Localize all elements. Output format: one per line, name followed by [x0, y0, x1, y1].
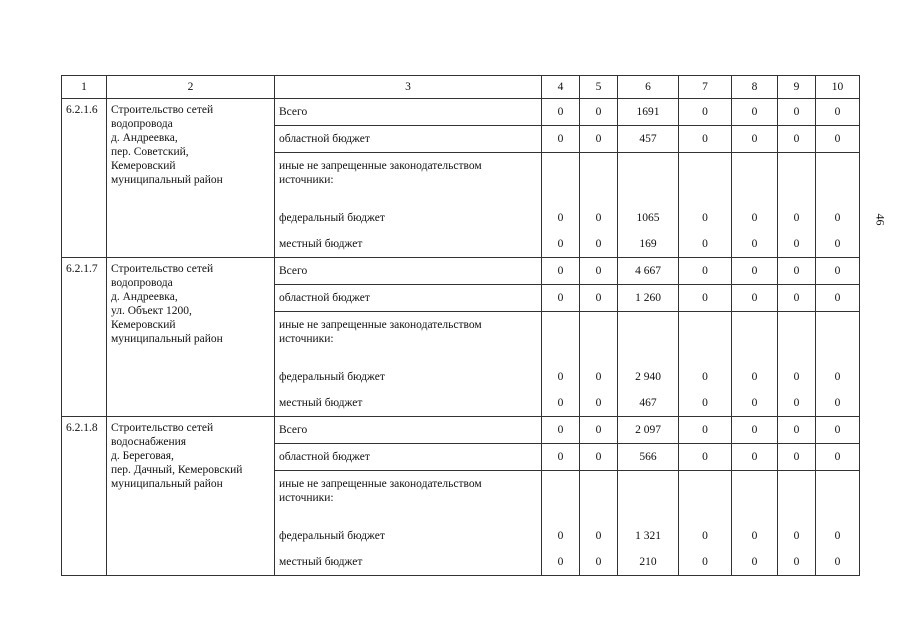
value-cell: 0: [732, 417, 777, 444]
value-cell: 0: [557, 397, 564, 409]
funding-source-label: федеральный бюджет: [279, 371, 385, 383]
value-cell: [580, 312, 617, 364]
value-cell: 0: [778, 258, 815, 285]
value-cell: 0: [751, 238, 758, 250]
value-cell: 0: [542, 258, 579, 285]
funding-source-label: Всего: [275, 258, 541, 285]
value-cell: 0: [580, 285, 617, 312]
value-cell: 0: [834, 397, 841, 409]
value-cell: [618, 153, 678, 205]
value-cell: [580, 471, 617, 523]
funding-source-label: областной бюджет: [275, 444, 541, 471]
value-cell: 0: [679, 99, 731, 126]
value-cell: 0: [580, 444, 617, 471]
value-cell: [542, 312, 579, 364]
value-cell: [679, 312, 731, 364]
value-cell: [732, 312, 777, 364]
value-cell: 0: [702, 212, 708, 224]
funding-source-label: местный бюджет: [279, 556, 363, 568]
header-cell: 10: [816, 76, 860, 99]
value-cell: 0: [557, 371, 564, 383]
value-cell: 0: [595, 397, 602, 409]
value-cell: 0: [732, 258, 777, 285]
value-cell: 0: [793, 212, 800, 224]
value-cell: [816, 153, 859, 205]
value-cell: 0: [702, 371, 708, 383]
value-cell: 0: [679, 258, 731, 285]
funding-source-label: иные не запрещенные законодательством источники:: [279, 319, 482, 345]
header-cell: 5: [580, 76, 618, 99]
header-cell: 9: [778, 76, 816, 99]
value-cell: 0: [542, 126, 579, 153]
value-cell: 0: [793, 371, 800, 383]
value-cell: 0: [816, 258, 859, 285]
funding-source-label: федеральный бюджет: [279, 212, 385, 224]
value-cell: [618, 312, 678, 364]
value-cell: 2 097: [618, 417, 678, 444]
value-cell: [542, 153, 579, 205]
value-cell: 0: [679, 417, 731, 444]
value-cell: 0: [542, 417, 579, 444]
value-cell: 467: [639, 397, 657, 409]
value-cell: 0: [557, 238, 564, 250]
value-cell: [778, 312, 815, 364]
value-cell: [679, 471, 731, 523]
value-cell: 0: [816, 99, 859, 126]
budget-table: [61, 75, 860, 576]
item-code: 6.2.1.6: [62, 99, 107, 258]
value-cell: 0: [732, 99, 777, 126]
value-cell: 0: [542, 285, 579, 312]
value-cell: 0: [751, 212, 758, 224]
value-cell: 2 940: [635, 371, 661, 383]
value-cell: 0: [679, 285, 731, 312]
value-cell: [580, 153, 617, 205]
funding-source-label: Всего: [275, 99, 541, 126]
group-row: [62, 258, 860, 417]
value-cell: 0: [732, 444, 777, 471]
value-cell: 0: [580, 126, 617, 153]
value-cell: 0: [732, 126, 777, 153]
funding-source-label: областной бюджет: [275, 285, 541, 312]
value-cell: 457: [618, 126, 678, 153]
value-cell: 0: [834, 530, 841, 542]
value-cell: 0: [595, 530, 602, 542]
header-cell: 3: [275, 76, 542, 99]
value-cell: 0: [793, 530, 800, 542]
funding-source-label: местный бюджет: [279, 397, 363, 409]
value-cell: 0: [702, 397, 708, 409]
funding-source-label: иные не запрещенные законодательством источники:: [279, 478, 482, 504]
value-cell: 0: [702, 238, 708, 250]
item-code: 6.2.1.8: [62, 417, 107, 576]
value-cell: [732, 153, 777, 205]
value-cell: 0: [778, 444, 815, 471]
value-cell: 1 321: [635, 530, 661, 542]
value-cell: 0: [778, 126, 815, 153]
header-cell: 6: [618, 76, 679, 99]
value-cell: 0: [793, 238, 800, 250]
value-cell: [816, 471, 859, 523]
value-cell: 0: [702, 556, 708, 568]
value-cell: [618, 471, 678, 523]
value-cell: 0: [580, 99, 617, 126]
value-cell: 0: [834, 238, 841, 250]
value-cell: 0: [595, 371, 602, 383]
value-cell: 0: [751, 530, 758, 542]
value-cell: 0: [542, 444, 579, 471]
funding-source-label: Всего: [275, 417, 541, 444]
value-cell: 0: [595, 238, 602, 250]
value-cell: 0: [557, 212, 564, 224]
funding-source-label: иные не запрещенные законодательством источники:: [279, 160, 482, 186]
item-name: Строительство сетей водопровода д. Андреевка, ул. Объект 1200, Кемеровский муниципальный район: [111, 263, 223, 345]
value-cell: [778, 471, 815, 523]
item-name: Строительство сетей водоснабжения д. Береговая, пер. Дачный, Кемеровский муниципальный район: [111, 422, 243, 490]
funding-source-label: местный бюджет: [279, 238, 363, 250]
value-cell: 566: [618, 444, 678, 471]
header-cell: 7: [679, 76, 732, 99]
funding-source-label: федеральный бюджет: [279, 530, 385, 542]
value-cell: 0: [702, 530, 708, 542]
value-cell: 0: [816, 417, 859, 444]
group-row: [62, 99, 860, 258]
value-cell: 0: [834, 212, 841, 224]
value-cell: 0: [732, 285, 777, 312]
value-cell: 0: [816, 126, 859, 153]
value-cell: 0: [793, 556, 800, 568]
group-row: [62, 417, 860, 576]
value-cell: 0: [679, 444, 731, 471]
value-cell: 0: [679, 126, 731, 153]
value-cell: 0: [580, 417, 617, 444]
value-cell: 0: [557, 530, 564, 542]
value-cell: 0: [816, 444, 859, 471]
value-cell: [778, 153, 815, 205]
item-code: 6.2.1.7: [62, 258, 107, 417]
value-cell: 0: [834, 556, 841, 568]
value-cell: 0: [751, 556, 758, 568]
page-number: 46: [873, 213, 888, 226]
header-cell: 2: [107, 76, 275, 99]
value-cell: 0: [751, 371, 758, 383]
value-cell: 0: [751, 397, 758, 409]
value-cell: 0: [778, 285, 815, 312]
value-cell: 4 667: [618, 258, 678, 285]
value-cell: 0: [834, 371, 841, 383]
value-cell: [816, 312, 859, 364]
value-cell: 0: [580, 258, 617, 285]
value-cell: 169: [639, 238, 657, 250]
value-cell: 1 260: [618, 285, 678, 312]
value-cell: 0: [778, 417, 815, 444]
value-cell: 0: [816, 285, 859, 312]
value-cell: [679, 153, 731, 205]
value-cell: [732, 471, 777, 523]
funding-source-label: областной бюджет: [275, 126, 541, 153]
value-cell: 210: [639, 556, 657, 568]
value-cell: 1065: [636, 212, 660, 224]
value-cell: [542, 471, 579, 523]
value-cell: 0: [793, 397, 800, 409]
value-cell: 0: [557, 556, 564, 568]
header-cell: 4: [542, 76, 580, 99]
value-cell: 0: [778, 99, 815, 126]
value-cell: 0: [542, 99, 579, 126]
header-row: [62, 76, 860, 99]
value-cell: 1691: [618, 99, 678, 126]
item-name: Строительство сетей водопровода д. Андреевка, пер. Советский, Кемеровский муниципальный район: [111, 104, 223, 186]
value-cell: 0: [595, 556, 602, 568]
value-cell: 0: [595, 212, 602, 224]
header-cell: 8: [732, 76, 778, 99]
header-cell: 1: [62, 76, 107, 99]
